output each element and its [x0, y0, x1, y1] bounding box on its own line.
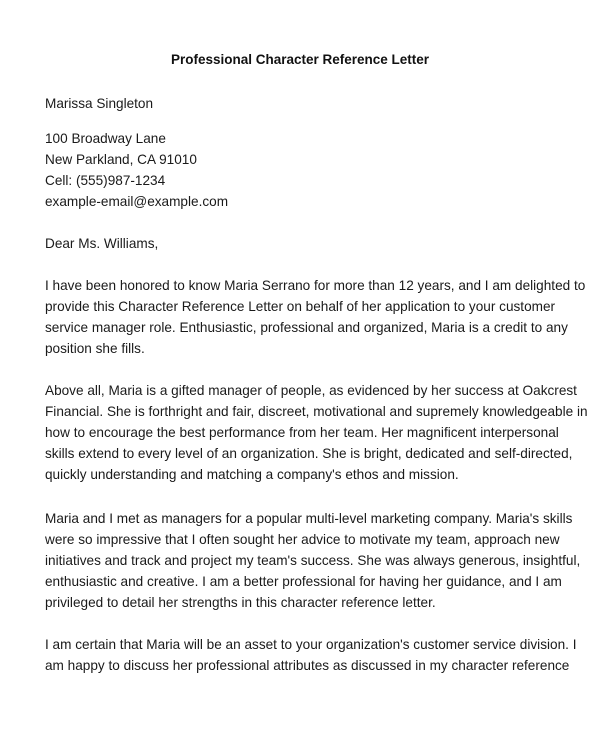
paragraph-line: initiatives and track and project my team's success. She was always generous, insightful,: [45, 553, 581, 569]
paragraph-line: Maria and I met as managers for a popular multi-level marketing company. Maria's skills: [45, 511, 573, 526]
paragraph-line: provide this Character Reference Letter on behalf of her application to your customer: [45, 299, 556, 315]
address-phone: Cell: (555)987-1234: [45, 173, 166, 189]
sender-address-block: [45, 128, 565, 212]
sender-name: Marissa Singleton: [45, 96, 154, 111]
paragraph-line: service manager role. Enthusiastic, professional and organized, Maria is a credit to any: [45, 320, 568, 336]
salutation: Dear Ms. Williams,: [45, 236, 159, 251]
paragraph-line: I am certain that Maria will be an asset to your organization's customer service division. I: [45, 637, 577, 652]
body-paragraph-1: [45, 275, 586, 359]
paragraph-line: how to encourage the best performance from her team. Her magnificent interpersonal: [45, 425, 559, 441]
address-city-state-zip: New Parkland, CA 91010: [45, 152, 197, 168]
paragraph-line: enthusiastic and creative. I am a better professional for having her guidance, and I am: [45, 574, 562, 590]
paragraph-line: position she fills.: [45, 341, 145, 357]
paragraph-line: Financial. She is forthright and fair, discreet, motivational and supremely knowledgeable in: [45, 404, 588, 420]
body-paragraph-2: [45, 380, 588, 485]
paragraph-line: I have been honored to know Maria Serrano for more than 12 years, and I am delighted to: [45, 278, 586, 293]
paragraph-line: were so impressive that I often sought her advice to motivate my team, approach new: [45, 532, 560, 548]
document-title: Professional Character Reference Letter: [170, 52, 430, 67]
body-paragraph-4: [45, 634, 577, 676]
address-email: example-email@example.com: [45, 194, 229, 210]
paragraph-line: quickly understanding and matching a company's ethos and mission.: [45, 467, 459, 483]
paragraph-line: Above all, Maria is a gifted manager of people, as evidenced by her success at Oakcrest: [45, 383, 577, 398]
paragraph-line: am happy to discuss her professional attributes as discussed in my character reference: [45, 658, 570, 674]
body-paragraph-3: [45, 508, 581, 613]
paragraph-line: skills extend to every level of an organization. She is bright, dedicated and self-directed,: [45, 446, 573, 462]
paragraph-line: privileged to detail her strengths in this character reference letter.: [45, 595, 436, 611]
address-street: 100 Broadway Lane: [45, 131, 166, 146]
